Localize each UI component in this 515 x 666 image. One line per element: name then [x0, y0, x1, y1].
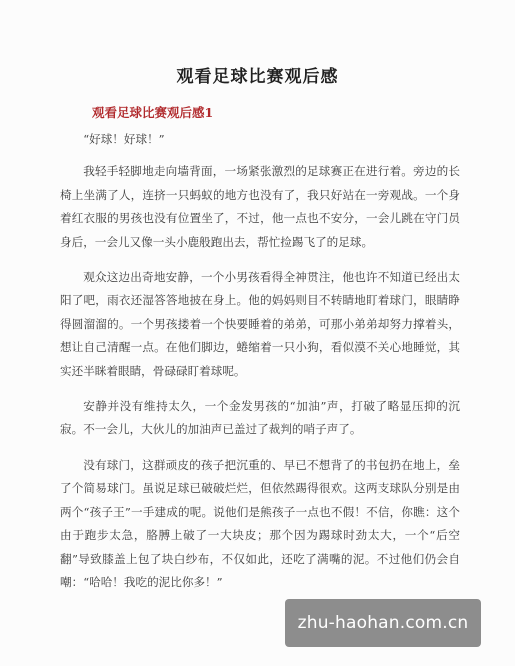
paragraph-4: 安静并没有维持太久，一个金发男孩的“加油”声，打破了略显压抑的沉寂。不一会儿，大伙儿的加油声已盖过了裁判的哨子声了。: [60, 399, 460, 437]
section-subtitle: 观看足球比赛观后感1: [92, 105, 214, 120]
page-title: 观看足球比赛观后感: [176, 67, 339, 87]
paragraph-3: 观众这边出奇地安静，一个小男孩看得全神贯注，他也许不知道已经出太阳了吧，雨衣还湿答答地披在身上。他的妈妈则目不转睛地盯着球门，眼睛睁得圆溜溜的。一个男孩搂着一个快要睡着的弟弟，可那小弟弟却努力撑着头，想让自己清醒一点。在他们脚边，蜷缩着一只小狗，看似漠不关心地睡觉，其实还半眯着眼睛，骨碌碌盯着球呢。: [60, 270, 460, 378]
site-watermark: zhu-haohan.com.cn: [285, 599, 481, 647]
paragraph-5: 没有球门，这群顽皮的孩子把沉重的、早已不想背了的书包扔在地上，垒了个简易球门。虽说足球已破破烂烂，但依然踢得很欢。这两支球队分别是由两个“孩子王”一手建成的呢。说他们是熊孩子一点也不假！不信，你瞧：这个由于跑步太急，胳膊上破了一大块皮；那个因为踢球时劲太大，一个“后空翻”导致膝盖上包了块白纱布，不仅如此，还吃了满嘴的泥。不过他们仍会自嘲：“哈哈！我吃的泥比你多！”: [60, 457, 460, 589]
paragraph-2: 我轻手轻脚地走向墙背面，一场紧张激烈的足球赛正在进行着。旁边的长椅上坐满了人，连挤一只蚂蚁的地方也没有了，我只好站在一旁观战。一个身着红衣服的男孩也没有位置坐了，不过，他一点也不安分，一会儿跳在守门员身后，一会儿又像一头小鹿般跑出去，帮忙捡踢飞了的足球。: [60, 164, 460, 249]
document-body: [60, 128, 460, 606]
paragraph-1: “好球！好球！”: [83, 132, 165, 146]
